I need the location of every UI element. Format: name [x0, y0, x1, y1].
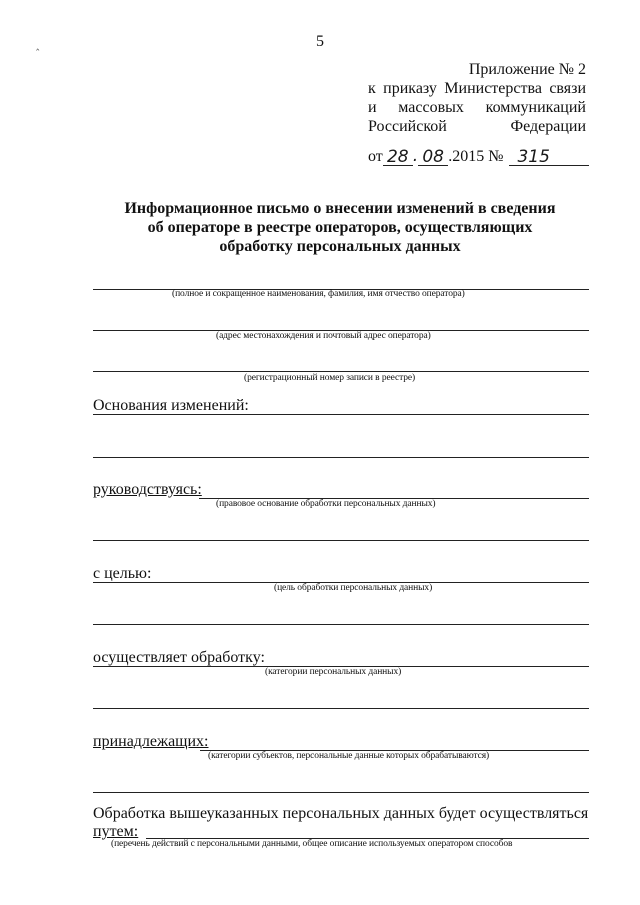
actions-caption: (перечень действий с персональными данными, общее описание используемых оператором способов — [111, 839, 513, 849]
reg-number-caption: (регистрационный номер записи в реестре) — [244, 373, 416, 383]
word: к — [368, 80, 376, 97]
word: массовых — [398, 99, 464, 116]
word: Министерства — [444, 80, 542, 97]
categories-caption: (категории персональных данных) — [265, 667, 402, 677]
word: приказу — [383, 80, 437, 97]
belonging-label: принадлежащих: — [93, 733, 209, 750]
appendix-line-2 — [368, 79, 586, 98]
word: коммуникаций — [485, 99, 586, 116]
reasons-line-2 — [93, 457, 589, 458]
reg-number-field — [93, 371, 589, 372]
word: и — [368, 99, 377, 116]
date-month-field — [418, 147, 448, 166]
word: Российской — [368, 118, 447, 135]
date-separator: . — [412, 146, 419, 166]
categories-line-2 — [93, 708, 589, 709]
page-number: 5 — [316, 33, 324, 50]
date-year: .2015 № — [448, 148, 504, 165]
subjects-line-2 — [93, 792, 589, 793]
appendix-header — [368, 60, 586, 136]
scan-mark: ‸ — [36, 40, 40, 51]
subjects-caption: (категории субъектов, персональные данные которых обрабатываются) — [208, 751, 490, 761]
purpose-line-2 — [93, 624, 589, 625]
legal-basis-line-2 — [93, 540, 589, 541]
appendix-line-4 — [368, 117, 586, 136]
date-day-field — [383, 147, 413, 166]
order-number: 315 — [517, 147, 550, 167]
guided-by-label: руководствуясь: — [93, 481, 202, 498]
document-title: Информационное письмо о внесении изменений в сведения об операторе в реестре операторов, осуществляющих обработку персональных данных — [124, 200, 556, 255]
appendix-title: Приложение № 2 — [468, 61, 586, 78]
processing-sentence: Обработка вышеуказанных персональных данных будет осуществляться — [93, 805, 589, 822]
processing-sentence-end: путем: — [93, 823, 139, 840]
purpose-label: с целью: — [93, 565, 152, 582]
operator-name-caption: (полное и сокращенное наименования, фамилия, имя отчество оператора) — [172, 289, 465, 299]
appendix-line-3 — [368, 98, 586, 117]
legal-basis-caption: (правовое основание обработки персональных данных) — [216, 499, 436, 509]
purpose-caption: (цель обработки персональных данных) — [274, 583, 433, 593]
reasons-line-1 — [93, 414, 589, 415]
order-date-line — [368, 146, 589, 166]
address-caption: (адрес местонахождения и почтовый адрес оператора) — [216, 331, 431, 341]
word: связи — [549, 80, 586, 97]
processing-label: осуществляет обработку: — [93, 649, 265, 666]
date-day: 28 — [386, 147, 409, 167]
date-month: 08 — [422, 147, 444, 167]
reasons-label: Основания изменений: — [93, 397, 249, 414]
order-number-field — [509, 147, 589, 166]
word: Федерации — [510, 118, 586, 135]
date-prefix: от — [368, 148, 383, 165]
